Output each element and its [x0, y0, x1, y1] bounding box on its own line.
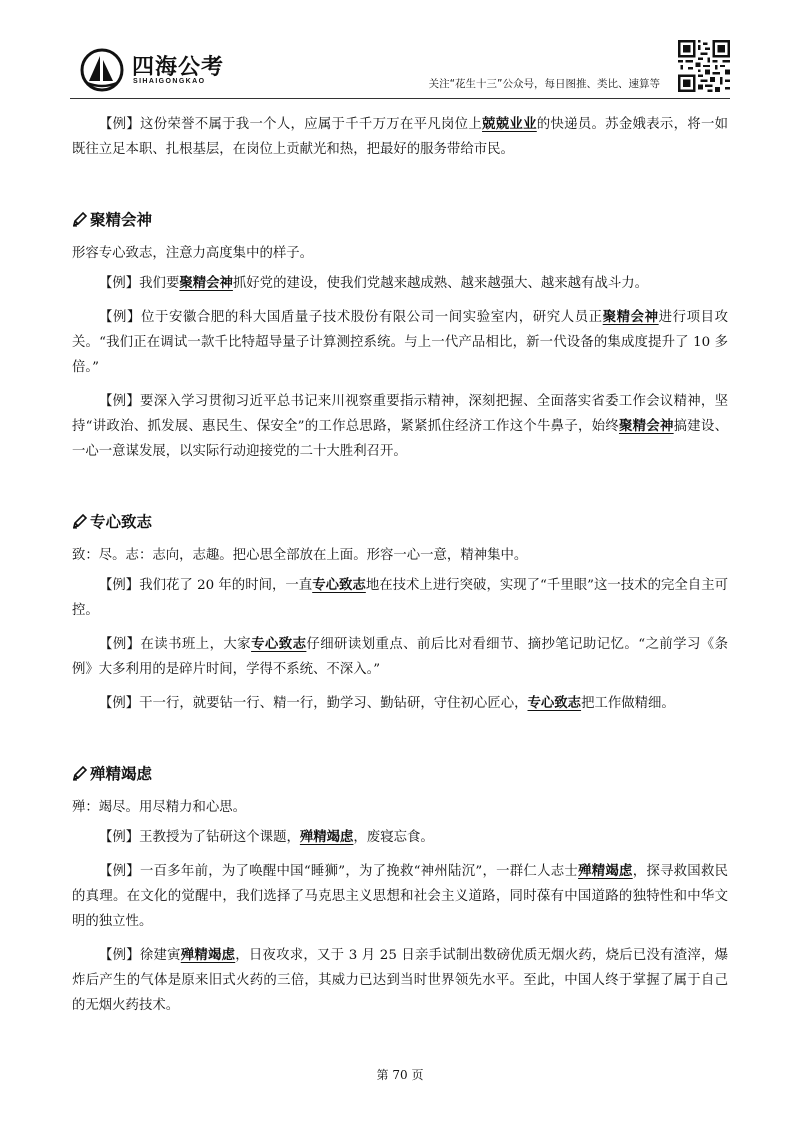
- example-text: ，日夜攻求，又于 3 月 25 日亲手试制出数磅优质无烟火药，烧后已没有渣滓，爆炸后产生的气体是原来旧式火药的三倍，其威力已达到当时世界领先水平。至此，中国人终于掌握了属于自己的无烟火药技术。: [72, 948, 729, 1013]
- example-text: 进行项目攻关。“我们正在调试一款千比特超导量子计算测控系统。与上一代产品相比，新一代设备的集成度提升了 10 多倍。”: [72, 310, 729, 375]
- example-text: 【例】要深入学习贯彻习近平总书记来川视察重要指示精神，深刻把握、全面落实省委工作会议精神，坚持“讲政治、抓发展、惠民生、保安全”的工作总思路，紧紧抓住经济工作这个牛鼻子，始终: [72, 394, 728, 434]
- example-paragraph: [72, 305, 728, 380]
- highlighted-idiom: 聚精会神: [618, 418, 674, 434]
- example-paragraph: [72, 632, 728, 682]
- example-text: 【例】干一行，就要钻一行、精一行，勤学习、勤钻研，守住初心匠心，: [99, 696, 528, 711]
- example-paragraph: [72, 112, 728, 162]
- header-tagline: 关注“花生十三”公众号，每日图推、类比、速算等: [428, 78, 660, 90]
- idiom-heading: [72, 510, 728, 532]
- example-paragraph: [72, 859, 728, 934]
- example-text: 【例】我们花了 20 年的时间，一直: [99, 578, 313, 593]
- example-paragraph: [72, 825, 728, 850]
- example-paragraph: [72, 389, 728, 464]
- example-text: 把工作做精细。: [581, 696, 675, 711]
- header-divider: [70, 98, 730, 99]
- highlighted-idiom: 殚精竭虑: [299, 829, 354, 845]
- brand-name: 四海公考: [132, 55, 225, 80]
- page-header: [70, 40, 730, 102]
- example-text: 【例】王教授为了钻研这个课题，: [99, 830, 300, 845]
- pencil-icon: [72, 513, 88, 529]
- idiom-section: [72, 112, 728, 162]
- highlighted-idiom: 专心致志: [251, 636, 307, 652]
- brand-name-pinyin: SIHAIGONGKAO: [133, 78, 206, 85]
- highlighted-idiom: 聚精会神: [602, 309, 659, 325]
- example-text: 【例】在读书班上，大家: [99, 637, 252, 652]
- idiom-definition: 殚：竭尽。用尽精力和心思。: [72, 800, 247, 815]
- example-text: 【例】徐建寅: [99, 948, 181, 963]
- idiom-title: 殚精竭虑: [90, 765, 153, 783]
- page-number: 第 70 页: [376, 1068, 424, 1082]
- pencil-icon: [72, 765, 88, 781]
- example-paragraph: [72, 943, 728, 1018]
- highlighted-idiom: 聚精会神: [179, 275, 233, 291]
- qr-code-icon[interactable]: [678, 40, 730, 92]
- idiom-title: 专心致志: [90, 513, 153, 531]
- highlighted-idiom: 殚精竭虑: [578, 863, 633, 879]
- idiom-section: [72, 510, 728, 716]
- example-text: 抓好党的建设，使我们党越来越成熟、越来越强大、越来越有战斗力。: [232, 276, 649, 291]
- idiom-definition: 形容专心致志，注意力高度集中的样子。: [72, 246, 314, 261]
- example-text: 【例】位于安徽合肥的科大国盾量子技术股份有限公司一间实验室内，研究人员正: [99, 310, 603, 325]
- example-text: 地在技术上进行突破，实现了“千里眼”这一技术的完全自主可控。: [72, 578, 728, 618]
- idiom-heading: [72, 208, 728, 230]
- highlighted-idiom: 兢兢业业: [482, 116, 537, 132]
- idiom-heading: [72, 762, 728, 784]
- idiom-definition: 致：尽。志：志向，志趣。把心思全部放在上面。形容一心一意，精神集中。: [72, 548, 528, 563]
- example-text: 搞建设、一心一意谋发展，以实际行动迎接党的二十大胜利召开。: [72, 419, 728, 459]
- idiom-title: 聚精会神: [90, 211, 153, 229]
- highlighted-idiom: 专心致志: [312, 577, 366, 593]
- example-text: ，探寻救国救民的真理。在文化的觉醒中，我们选择了马克思主义思想和社会主义道路，同时葆有中国道路的独特性和中华文明的独立性。: [72, 864, 729, 929]
- example-paragraph: [72, 573, 728, 623]
- pencil-icon: [72, 211, 88, 227]
- page-content: [72, 112, 728, 1027]
- idiom-section: [72, 762, 728, 1018]
- sailboat-logo-icon: [80, 48, 124, 92]
- example-text: 仔细研读划重点、前后比对看细节、摘抄笔记助记忆。“之前学习《条例》大多利用的是碎片时间，学得不系统、不深入。”: [72, 637, 729, 677]
- idiom-section: [72, 208, 728, 464]
- example-text: 【例】一百多年前，为了唤醒中国“睡狮”，为了挽救“神州陆沉”，一群仁人志士: [99, 864, 579, 879]
- example-text: 的快递员。苏金娥表示，将一如既往立足本职、扎根基层，在岗位上贡献光和热，把最好的服务带给市民。: [72, 117, 729, 157]
- example-text: 【例】这份荣誉不属于我一个人，应属于千千万万在平凡岗位上: [99, 117, 483, 132]
- example-text: 【例】我们要: [99, 276, 180, 291]
- highlighted-idiom: 专心致志: [527, 695, 582, 711]
- highlighted-idiom: 殚精竭虑: [180, 947, 236, 963]
- example-paragraph: [72, 271, 728, 296]
- example-paragraph: [72, 691, 728, 716]
- example-text: ，废寝忘食。: [353, 830, 434, 845]
